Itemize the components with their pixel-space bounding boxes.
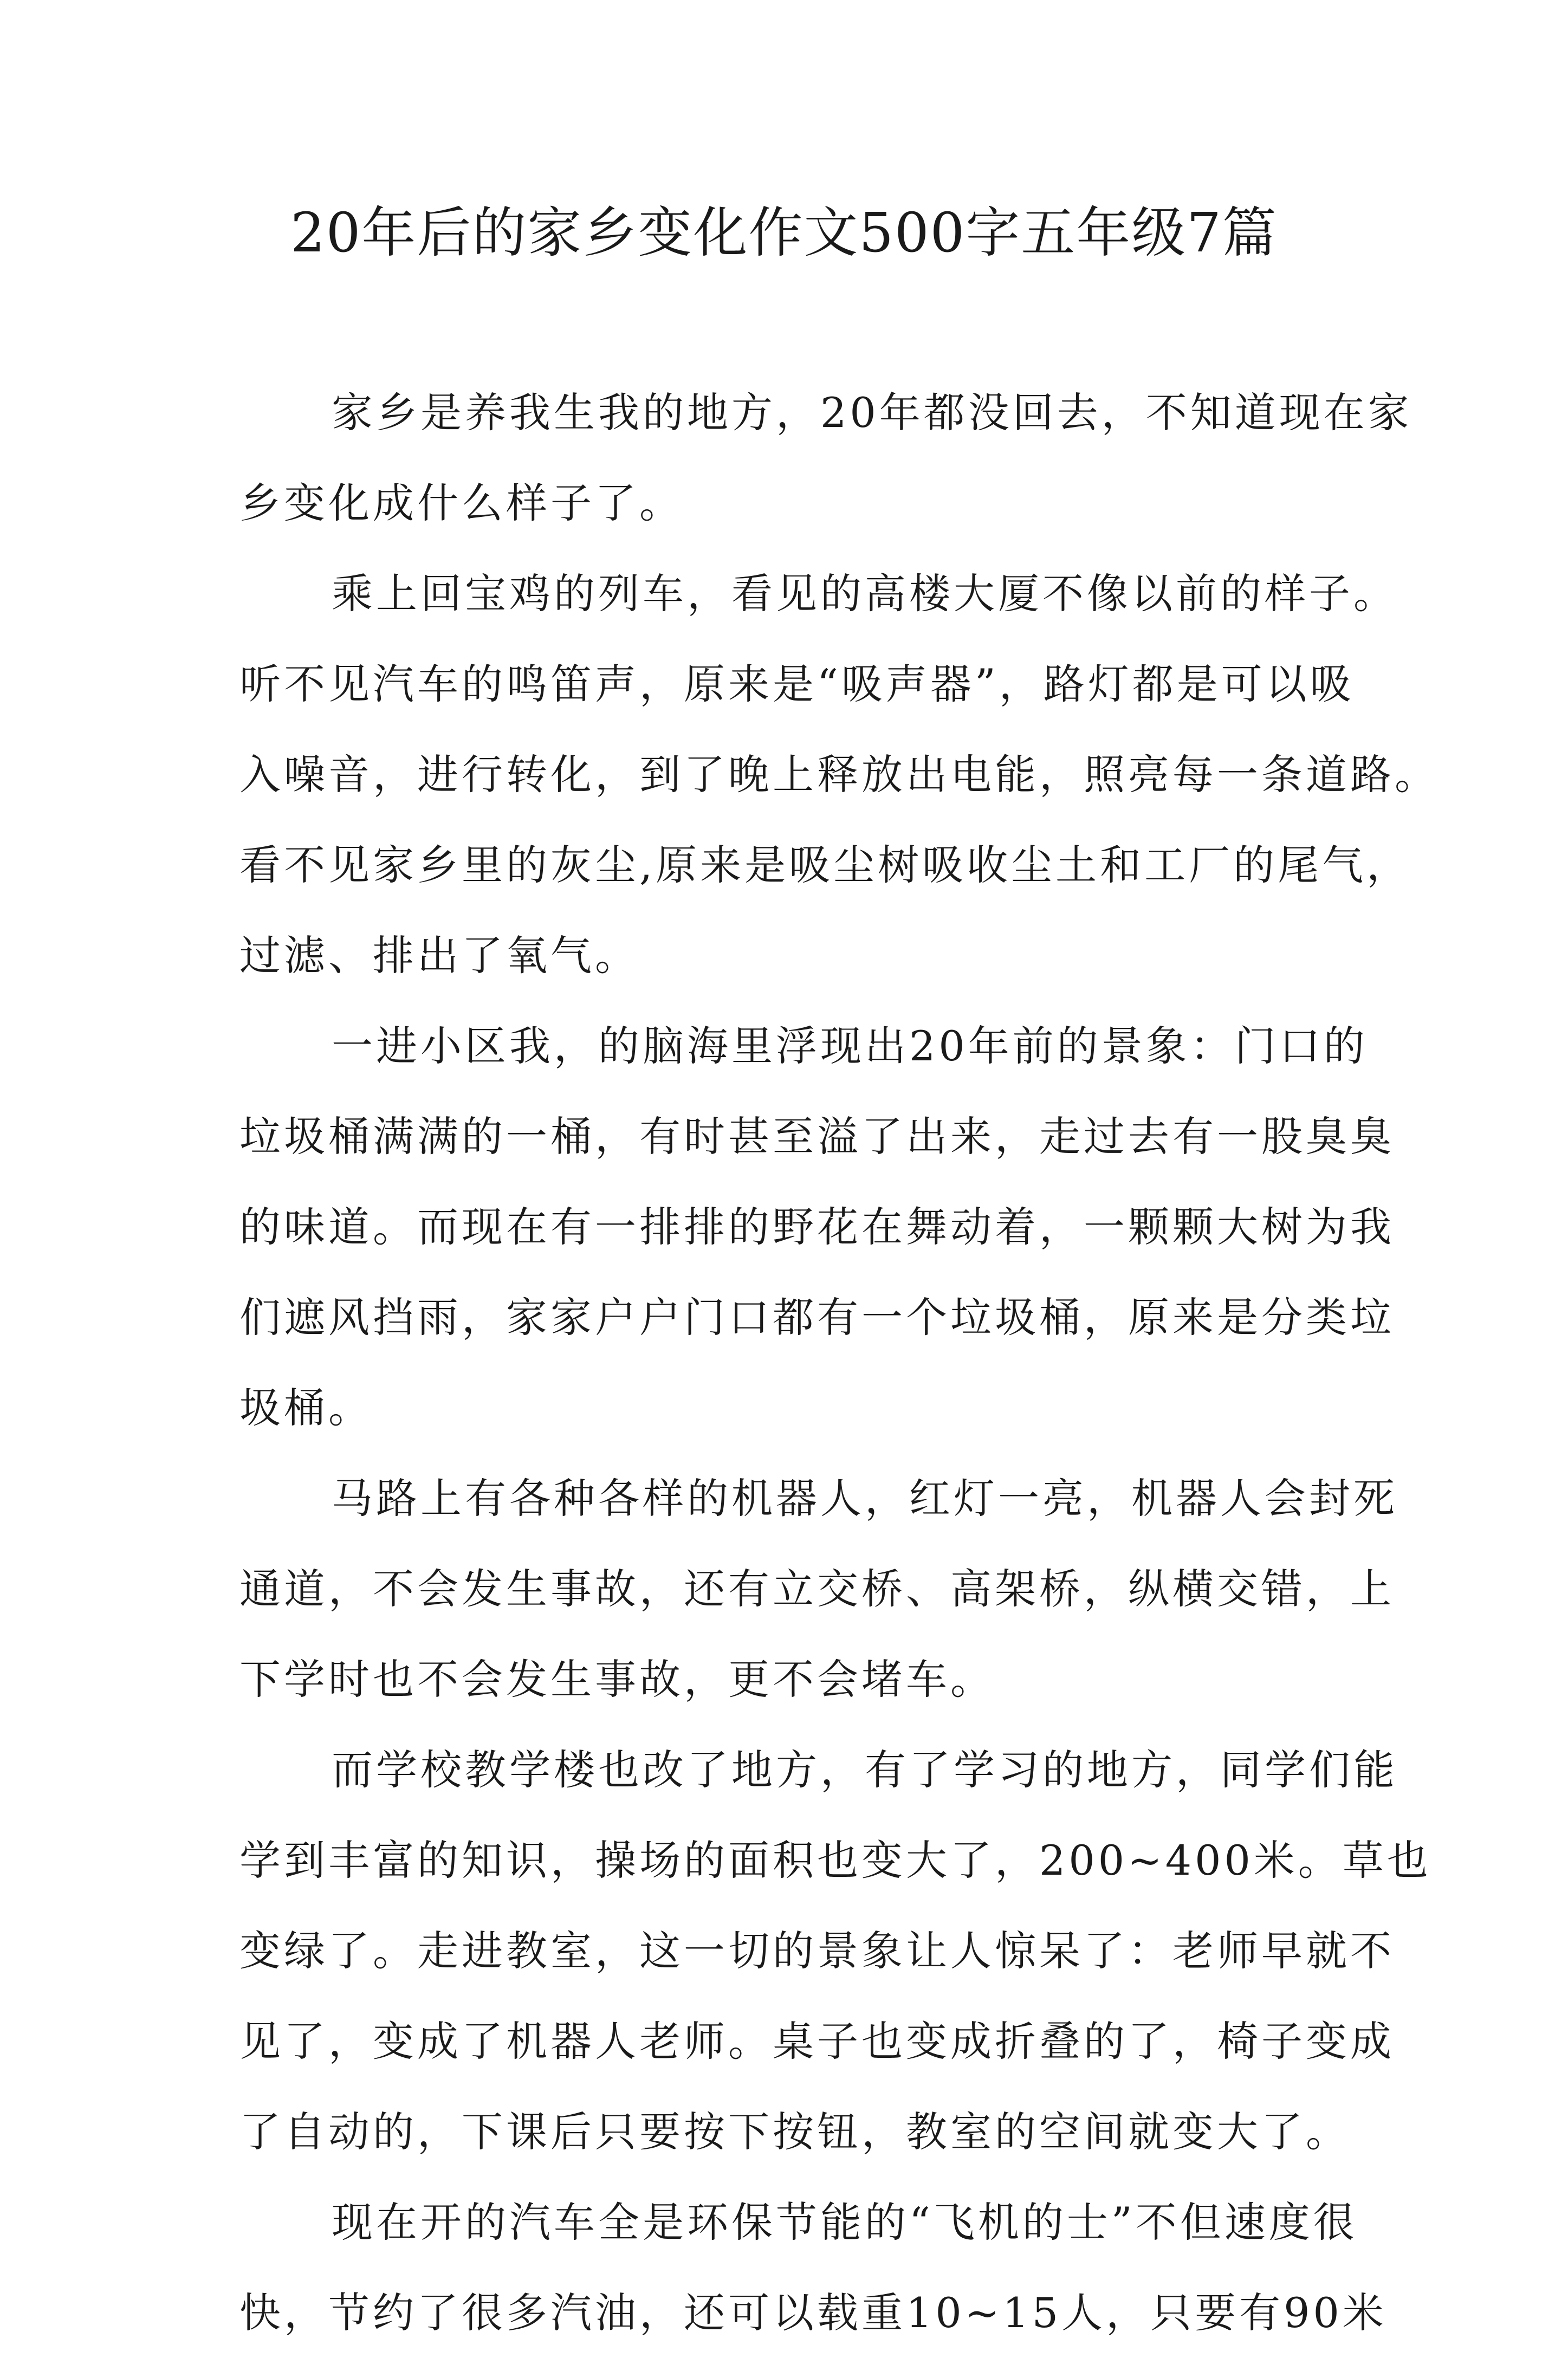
text-line: 圾桶。 xyxy=(239,1384,373,1432)
text-line: 乡变化成什么样子了。 xyxy=(239,479,684,527)
text-line: 现在开的汽车全是环保节能的“飞机的士”不但速度很 xyxy=(332,2198,1358,2246)
text-line: 入噪音，进行转化，到了晚上释放出电能，照亮每一条道路。 xyxy=(239,750,1439,799)
text-line: 乘上回宝鸡的列车，看见的高楼大厦不像以前的样子。 xyxy=(332,569,1398,618)
text-line: 看不见家乡里的灰尘,原来是吸尘树吸收尘土和工厂的尾气， xyxy=(239,841,1411,889)
text-line: 的味道。而现在有一排排的野花在舞动着，一颗颗大树为我 xyxy=(239,1203,1395,1251)
text-line: 而学校教学楼也改了地方，有了学习的地方，同学们能 xyxy=(332,1746,1398,1794)
document-body xyxy=(239,367,1439,2358)
text-line: 见了，变成了机器人老师。桌子也变成折叠的了，椅子变成 xyxy=(239,2017,1395,2065)
text-line: 快，节约了很多汽油，还可以载重10~15人，只要有90米 xyxy=(239,2289,1387,2337)
text-line: 家乡是养我生我的地方，20年都没回去，不知道现在家 xyxy=(332,388,1413,437)
text-line: 了自动的，下课后只要按下按钮，教室的空间就变大了。 xyxy=(239,2108,1350,2156)
text-line: 垃圾桶满满的一桶，有时甚至溢了出来，走过去有一股臭臭 xyxy=(239,1112,1395,1161)
document-title: 20年后的家乡变化作文500字五年级7篇 xyxy=(290,201,1278,264)
text-line: 下学时也不会发生事故，更不会堵车。 xyxy=(239,1655,995,1703)
text-line: 们遮风挡雨，家家户户门口都有一个垃圾桶，原来是分类垃 xyxy=(239,1293,1395,1342)
text-line: 一进小区我，的脑海里浮现出20年前的景象：门口的 xyxy=(332,1022,1368,1070)
text-line: 过滤、排出了氧气。 xyxy=(239,931,639,980)
text-line: 学到丰富的知识，操场的面积也变大了，200~400米。草也 xyxy=(239,1836,1431,1884)
text-line: 变绿了。走进教室，这一切的景象让人惊呆了：老师早就不 xyxy=(239,1927,1395,1975)
text-line: 通道，不会发生事故，还有立交桥、高架桥，纵横交错，上 xyxy=(239,1565,1395,1613)
text-line: 听不见汽车的鸣笛声，原来是“吸声器”，路灯都是可以吸 xyxy=(239,660,1355,708)
text-line: 马路上有各种各样的机器人，红灯一亮，机器人会封死 xyxy=(332,1474,1398,1523)
